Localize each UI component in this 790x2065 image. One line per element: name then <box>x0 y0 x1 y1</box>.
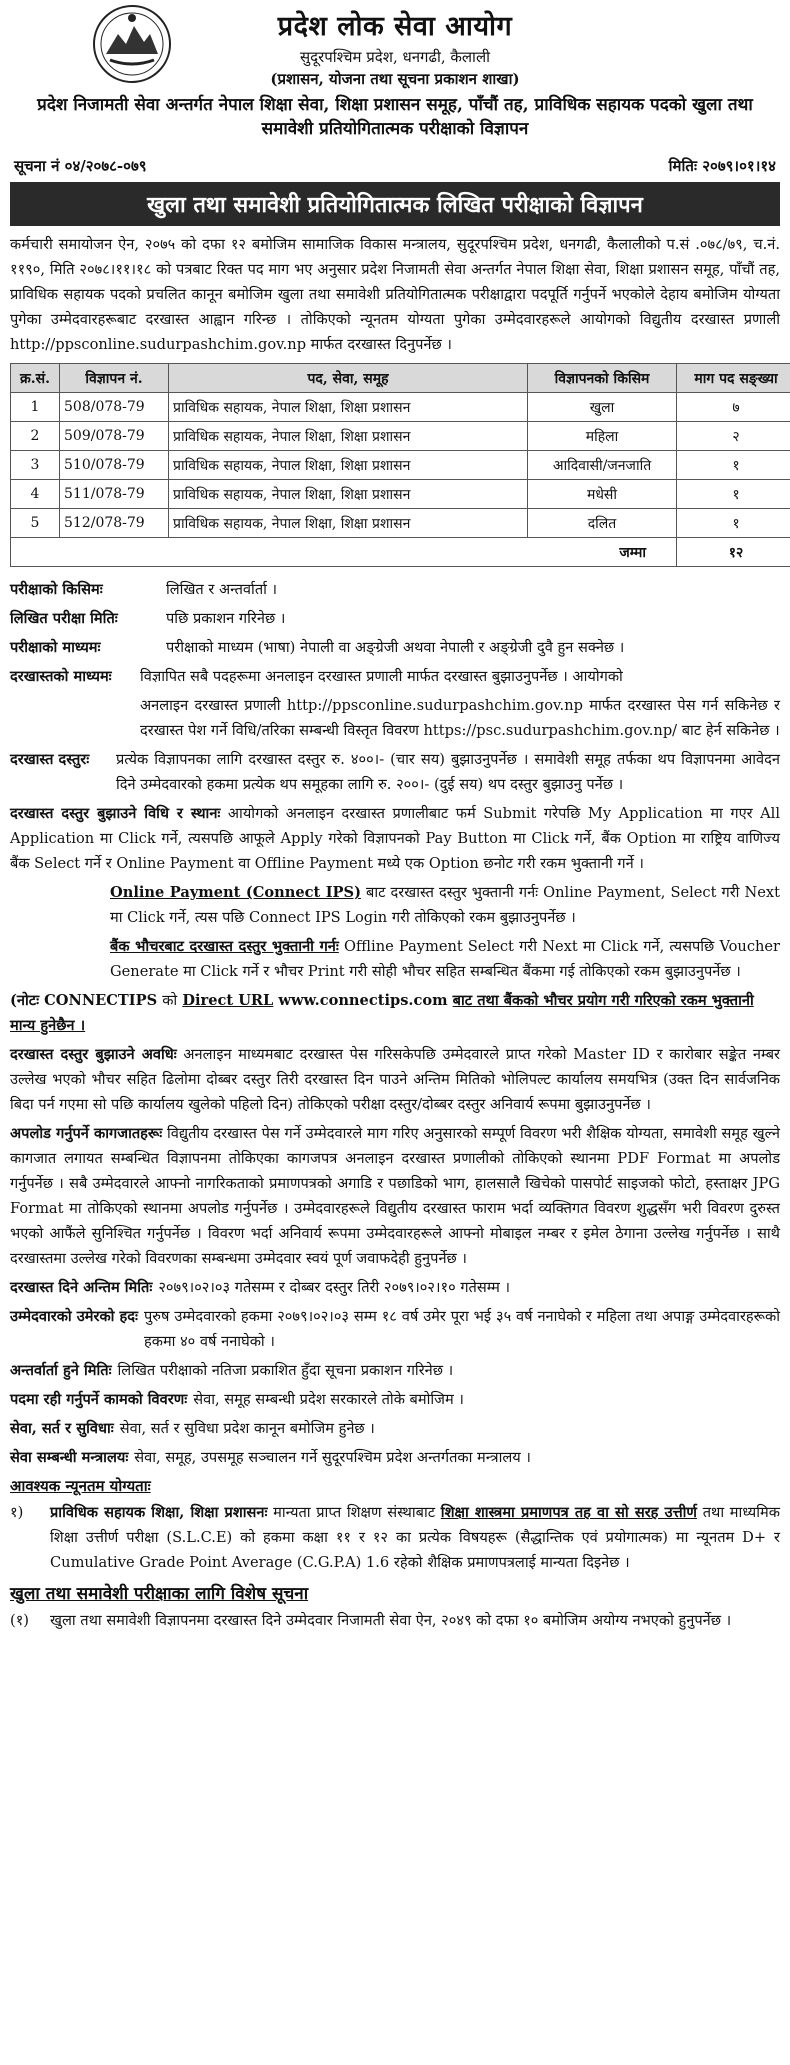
org-name: प्रदेश लोक सेवा आयोग <box>277 11 513 42</box>
government-emblem-icon <box>92 4 172 84</box>
org-address: सुदूरपश्चिम प्रदेश, धनगढी, कैलाली <box>299 48 490 66</box>
banner-heading: खुला तथा समावेशी प्रतियोगितात्मक लिखित परीक्षाको विज्ञापन <box>10 182 780 226</box>
age-limit: उम्मेदवारको उमेरको हदः पुरुष उम्मेदवारको हकमा २०७९।०२।०३ सम्म १८ वर्ष उमेर पूरा भई ३५ वर्ष ननाघेको र महिला तथा अपाङ्ग उम्मेदवारहरूको हकमा ४० वर्ष ननाघेको । <box>10 1308 780 1350</box>
cell-count: १ <box>677 451 790 480</box>
table-total-row <box>11 538 790 567</box>
application-fee: दरखास्त दस्तुरः प्रत्येक विज्ञापनका लागि दरखास्त दस्तुर रु. ४००।- (चार सय) बुझाउनुपर्नेछ । समावेशी समूह तर्फका थप विज्ञापनमा आवेदन दिने उम्मेदवारको हकमा प्रत्येक थप समूहका लागि रु. २००।- (दुई सय) थप दस्तुर बुझाउनु पर्नेछ । <box>10 751 780 793</box>
col-header-post: पद, सेवा, समूह <box>169 364 528 393</box>
total-value: १२ <box>677 538 790 567</box>
special-notice-item: (१) खुला तथा समावेशी विज्ञापनमा दरखास्त दिने उम्मेदवार निजामती सेवा ऐन, २०४९ को दफा १० बमोजिम अयोग्य नभएको हुनुपर्नेछ । <box>10 1612 732 1629</box>
col-header-ad-no: विज्ञापन नं. <box>60 364 169 393</box>
header <box>10 0 780 150</box>
table-row <box>11 422 790 451</box>
table-row <box>11 480 790 509</box>
col-header-count: माग पद सङ्ख्या <box>677 364 790 393</box>
qualification-item: १) प्राविधिक सहायक शिक्षा, शिक्षा प्रशासनः मान्यता प्राप्त शिक्षण संस्थाबाट शिक्षा शास्त्रमा प्रमाणपत्र तह वा सो सरह उत्तीर्ण तथा माध्यमिक शिक्षा उत्तीर्ण परीक्षा (S.L.C.E) को हकमा कक्षा ११ र १२ का प्रत्येक विषयहरू (सैद्धान्तिक एवं प्रयोगात्मक) मा न्यूनतम D+ र Cumulative Grade Point Average (C.G.P.A) 1.6 रहेको शैक्षिक प्रमाणपत्रलाई मान्यता दिइनेछ । <box>10 1504 780 1571</box>
payment-note: (नोटः CONNECTIPS को Direct URL www.connectips.com बाट तथा बैंकको भौचर प्रयोग गरी गरिएको रकम भुक्तानी मान्य हुनेछैन । <box>10 992 754 1034</box>
interview-date: अन्तर्वार्ता हुने मितिः लिखित परीक्षाको नतिजा प्रकाशित हुँदा सूचना प्रकाशन गरिनेछ । <box>10 1362 454 1379</box>
cell-type: दलित <box>528 509 677 538</box>
application-medium: दरखास्तको माध्यमः विज्ञापित सबै पदहरूमा अनलाइन दरखास्त प्रणाली मार्फत दरखास्त बुझाउनुपर्नेछ । आयोगको <box>10 668 623 685</box>
cell-type: महिला <box>528 422 677 451</box>
ministry: सेवा सम्बन्धी मन्त्रालयः सेवा, समूह, उपसमूह सञ्चालन गर्ने सुदूरपश्चिम प्रदेश अन्तर्गतका मन्त्रालय । <box>10 1449 531 1466</box>
cell-sn: 3 <box>11 451 60 480</box>
exam-medium: परीक्षाको माध्यमः परीक्षाको माध्यम (भाषा) नेपाली वा अङ्ग्रेजी अथवा नेपाली र अङ्ग्रेजी दुवै हुन सक्नेछ । <box>10 639 625 656</box>
cell-sn: 1 <box>11 393 60 422</box>
cell-type: मधेसी <box>528 480 677 509</box>
total-label: जम्मा <box>11 538 677 567</box>
cell-ad-no: 512/078-79 <box>60 509 169 538</box>
cell-sn: 5 <box>11 509 60 538</box>
service-terms: सेवा, सर्त र सुविधाः सेवा, सर्त र सुविधा प्रदेश कानून बमोजिम हुनेछ । <box>10 1420 375 1437</box>
col-header-sn: क्र.सं. <box>11 364 60 393</box>
cell-post: प्राविधिक सहायक, नेपाल शिक्षा, शिक्षा प्रशासन <box>169 451 528 480</box>
posts-table <box>10 363 790 567</box>
cell-ad-no: 510/078-79 <box>60 451 169 480</box>
details-section <box>10 577 780 1633</box>
special-notice-title: खुला तथा समावेशी परीक्षाका लागि विशेष सूचना <box>10 1584 309 1604</box>
table-row <box>11 451 790 480</box>
cell-ad-no: 511/078-79 <box>60 480 169 509</box>
cell-sn: 4 <box>11 480 60 509</box>
cell-type: आदिवासी/जनजाति <box>528 451 677 480</box>
cell-count: २ <box>677 422 790 451</box>
fee-deadline: दरखास्त दस्तुर बुझाउने अवधिः अनलाइन माध्यमबाट दरखास्त पेस गरिसकेपछि उम्मेदवारले प्राप्त गरेको Master ID र कारोबार सङ्केत नम्बर उल्लेख भएको भौचर सहित ढिलोमा दोब्बर दस्तुर तिरी दरखास्त दिन पाउने अन्तिम मितिको भोलिपल्ट कार्यालय समयभित्र (उक्त दिन सार्वजनिक बिदा पर्न गएमा सो पछि कार्यालय खुलेको पहिलो दिन) तोकिएको परीक्षा दस्तुर/दोब्बर दस्तुर अनिवार्य रूपमा बुझाउनुपर्नेछ । <box>10 1046 781 1113</box>
online-payment: Online Payment (Connect IPS) बाट दरखास्त दस्तुर भुक्तानी गर्नः Online Payment, Select गरी Next मा Click गर्ने, त्यस पछि Connect IPS Login गरी तोकिएको रकम बुझाउनुपर्नेछ । <box>110 884 780 926</box>
advert-title: प्रदेश निजामती सेवा अन्तर्गत नेपाल शिक्षा सेवा, शिक्षा प्रशासन समूह, पाँचौं तह, प्राविधिक सहायक पदको खुला तथा समावेशी प्रतियोगितात्मक परीक्षाको विज्ञापन <box>37 95 753 139</box>
cell-count: १ <box>677 509 790 538</box>
last-date: दरखास्त दिने अन्तिम मितिः २०७९।०२।०३ गतेसम्म र दोब्बर दस्तुर तिरी २०७९।०२।१० गतेसम्म । <box>10 1279 510 1296</box>
exam-type: परीक्षाको किसिमः लिखित र अन्तर्वार्ता । <box>10 581 278 598</box>
notice-row <box>10 156 780 176</box>
table-row <box>11 393 790 422</box>
application-medium-detail: अनलाइन दरखास्त प्रणाली http://ppsconline.sudurpashchim.gov.np मार्फत दरखास्त पेस गर्न सकिनेछ र दरखास्त पेश गर्ने विधि/तरिका सम्बन्धी विस्तृत विवरण https://psc.sudurpashchim.gov.np/ बाट हेर्न सकिनेछ । <box>140 697 780 739</box>
notice-date: मितिः २०७९।०१।१४ <box>668 157 776 175</box>
cell-post: प्राविधिक सहायक, नेपाल शिक्षा, शिक्षा प्रशासन <box>169 480 528 509</box>
written-date: लिखित परीक्षा मितिः पछि प्रकाशन गरिनेछ । <box>10 610 286 627</box>
fee-method: दरखास्त दस्तुर बुझाउने विधि र स्थानः आयोगको अनलाइन दरखास्त प्रणालीबाट फर्म Submit गरेपछि My Application मा गएर All Application मा Click गर्ने, त्यसपछि आफूले Apply गरेको विज्ञापनको Pay Button मा Click गर्ने, बैंक Option मा राष्ट्रिय वाणिज्य बैंक Select गर्ने र Online Payment वा Offline Payment मध्ये एक Option छनोट गरी रकम भुक्तानी गर्ने । <box>10 805 781 872</box>
table-header-row <box>11 364 790 393</box>
qualification-title: आवश्यक न्यूनतम योग्यताः <box>10 1477 151 1495</box>
duty-description: पदमा रही गर्नुपर्ने कामको विवरणः सेवा, समूह सम्बन्धी प्रदेश सरकारले तोके बमोजिम । <box>10 1391 464 1408</box>
cell-post: प्राविधिक सहायक, नेपाल शिक्षा, शिक्षा प्रशासन <box>169 509 528 538</box>
cell-count: ७ <box>677 393 790 422</box>
cell-count: १ <box>677 480 790 509</box>
cell-sn: 2 <box>11 422 60 451</box>
notice-number: सूचना नं ०४/२०७८-०७९ <box>14 157 147 175</box>
table-row <box>11 509 790 538</box>
cell-ad-no: 508/078-79 <box>60 393 169 422</box>
cell-type: खुला <box>528 393 677 422</box>
upload-documents: अपलोड गर्नुपर्ने कागजातहरूः विद्युतीय दरखास्त पेस गर्ने उम्मेदवारले माग गरिए अनुसारको सम्पूर्ण विवरण भरी शैक्षिक योग्यता, समावेशी समूह खुल्ने कागजात लगायत सम्बन्धित विज्ञापनमा तोकिएका कागजपत्र अनलाइन दरखास्त प्रणालीको तोकिएको स्थानमा PDF Format मा अपलोड गर्नुपर्नेछ । सबै उम्मेदवारले आफ्नो नागरिकताको प्रमाणपत्रको अगाडि र पछाडिको भाग, हालसालै खिचेको पासपोर्ट साइजको फोटो, हस्ताक्षर JPG Format मा तोकिएको स्थानमा अपलोड गर्नुपर्नेछ । उम्मेदवारहरूले विद्युतीय दरखास्त फाराम भर्दा व्यक्तिगत विवरण शुद्धसँग भरी विवरण दुरुस्त भएको आफैंले सुनिश्चित गर्नुपर्नेछ । विवरण भर्दा अनिवार्य रूपमा उम्मेदवारहरूले आफ्नो मोबाइल नम्बर र इमेल ठेगाना उल्लेख गर्नुपर्नेछ । साथै दरखास्तमा उल्लेख गरेको विवरणका सम्बन्धमा उम्मेदवार स्वयं पूर्ण जवाफदेही हुनुपर्नेछ । <box>10 1125 780 1267</box>
voucher-payment: बैंक भौचरबाट दरखास्त दस्तुर भुक्तानी गर्नः Offline Payment Select गरी Next मा Click गर्ने, त्यसपछि Voucher Generate मा Click गर्ने र भौचर Print गरी सोही भौचर सहित सम्बन्धित बैंकमा गई तोकिएको रकम बुझाउनुपर्नेछ । <box>110 938 781 980</box>
intro-paragraph: कर्मचारी समायोजन ऐन, २०७५ को दफा १२ बमोजिम सामाजिक विकास मन्त्रालय, सुदूरपश्चिम प्रदेश, धनगढी, कैलालीको प.सं .०७८/७९, च.नं. ११९०, मिति २०७८।११।१८ को पत्रबाट रिक्त पद माग भए अनुसार प्रदेश निजामती सेवा अन्तर्गत नेपाल शिक्षा सेवा, शिक्षा प्रशासन समूह, पाँचौं तह, प्राविधिक सहायक पदको प्रचलित कानून बमोजिम खुला तथा समावेशी प्रतियोगितात्मक परीक्षाद्वारा पदपूर्ति गर्नुपर्ने भएकोले देहाय बमोजिम योग्यता पुगेका उम्मेदवारहरूबाट दरखास्त आह्वान गरिन्छ । तोकिएको न्यूनतम योग्यता पुगेका उम्मेदवारहरूले आयोगको विद्युतीय दरखास्त प्रणाली http://ppsconline.sudurpashchim.gov.np मार्फत दरखास्त दिनुपर्नेछ । <box>10 236 780 353</box>
connectips-url: www.connectips.com <box>278 992 448 1009</box>
col-header-type: विज्ञापनको किसिम <box>528 364 677 393</box>
cell-post: प्राविधिक सहायक, नेपाल शिक्षा, शिक्षा प्रशासन <box>169 393 528 422</box>
org-branch: (प्रशासन, योजना तथा सूचना प्रकाशन शाखा) <box>270 70 520 88</box>
cell-ad-no: 509/078-79 <box>60 422 169 451</box>
cell-post: प्राविधिक सहायक, नेपाल शिक्षा, शिक्षा प्रशासन <box>169 422 528 451</box>
